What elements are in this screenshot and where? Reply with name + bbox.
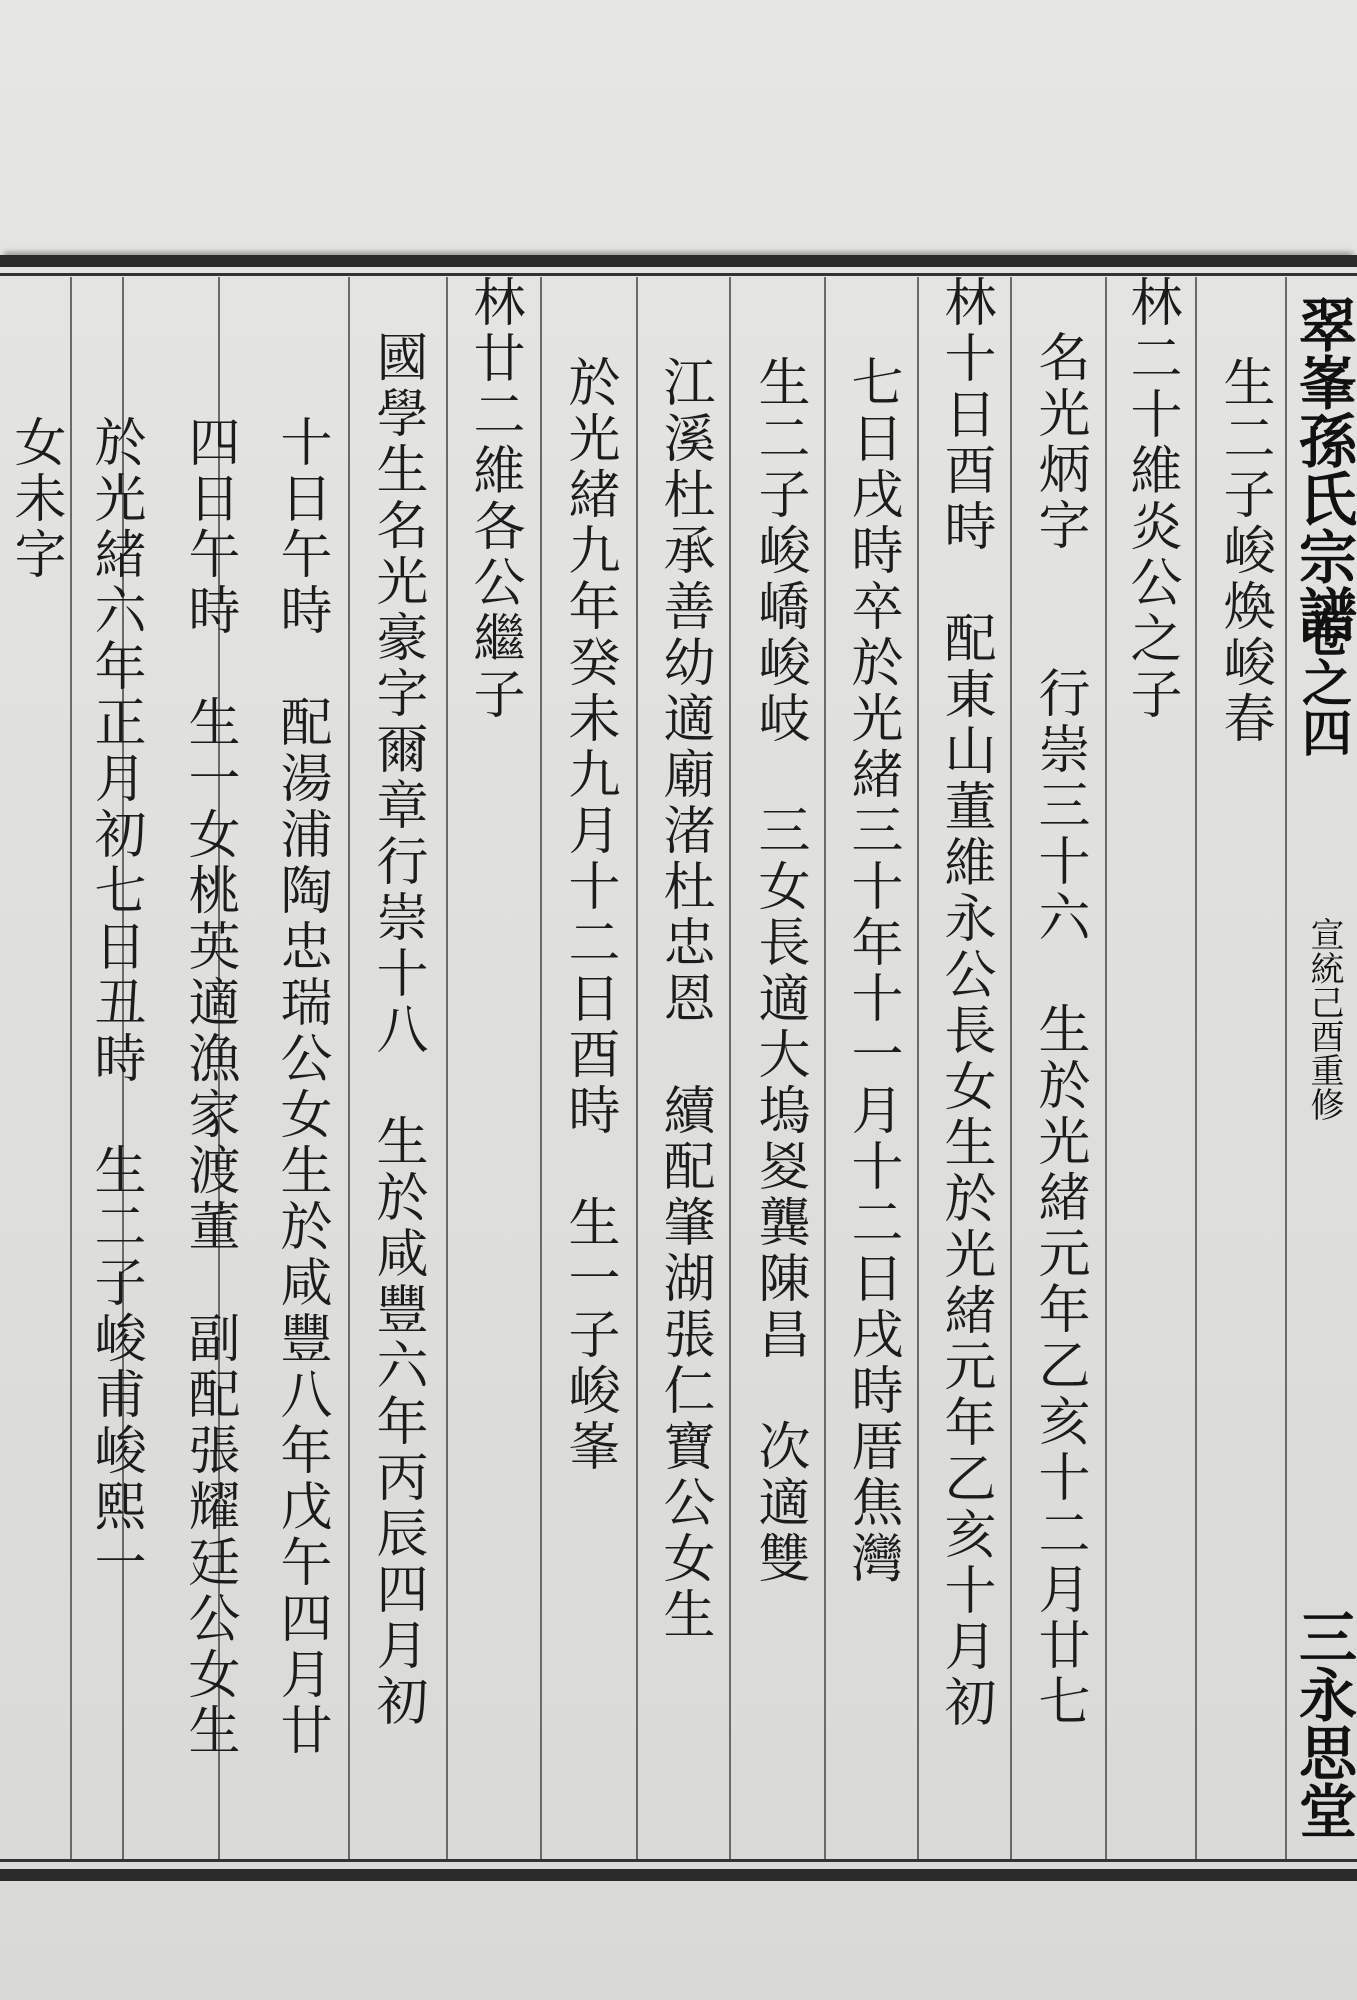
text-column-8: 林廿二維各公繼子	[464, 275, 524, 723]
column-rule	[1105, 277, 1107, 1859]
column-rule	[824, 277, 826, 1859]
page-frame	[0, 255, 1357, 1890]
column-rule	[1010, 277, 1012, 1859]
text-column-prev: 生二子峻煥峻春	[1214, 355, 1274, 747]
book-title: 翠峯孫氏宗譜	[1289, 295, 1357, 643]
column-rule	[348, 277, 350, 1859]
text-column-3: 林十日酉時 配東山董維永公長女生於光緒元年乙亥十月初	[935, 275, 995, 1731]
text-column-12: 於光緒六年正月初七日丑時 生二子峻甫峻熙一	[85, 415, 145, 1591]
volume-label: 卷之四	[1294, 607, 1353, 757]
text-column-2: 名光炳字 行崇三十六 生於光緒元年乙亥十二月廿七	[1029, 330, 1089, 1730]
text-column-6: 江溪杜承善幼適廟渚杜忠恩 續配肇湖張仁寶公女生	[654, 355, 714, 1643]
frame-top-border	[0, 255, 1357, 267]
text-column-1: 林二十維炎公之子	[1121, 275, 1181, 723]
text-column-4: 七日戌時卒於光緒三十年十一月十二日戌時厝焦灣	[842, 355, 902, 1587]
text-column-10: 十日午時 配湯浦陶忠瑞公女生於咸豐八年戊午四月廿	[271, 415, 331, 1759]
column-rule	[446, 277, 448, 1859]
column-rule	[1285, 277, 1287, 1859]
column-rule	[729, 277, 731, 1859]
column-rule	[636, 277, 638, 1859]
text-column-13: 女未字	[5, 415, 65, 583]
column-rule	[917, 277, 919, 1859]
column-rule	[1195, 277, 1197, 1859]
hall-name: 三永思堂	[1289, 1607, 1357, 1839]
text-column-5: 生二子峻嶠峻岐 三女長適大塢㚇龔陳昌 次適雙	[749, 355, 809, 1587]
edition-label: 宣統己酉重修	[1304, 917, 1344, 1121]
title-strip	[1290, 277, 1357, 1859]
text-column-11: 四日午時 生一女桃英適漁家渡董 副配張耀廷公女生	[179, 415, 239, 1759]
column-rule	[540, 277, 542, 1859]
text-column-9: 國學生名光豪字爾章行崇十八 生於咸豐六年丙辰四月初	[367, 330, 427, 1730]
text-column-7: 於光緒九年癸未九月十二日酉時 生一子峻峯	[559, 355, 619, 1475]
